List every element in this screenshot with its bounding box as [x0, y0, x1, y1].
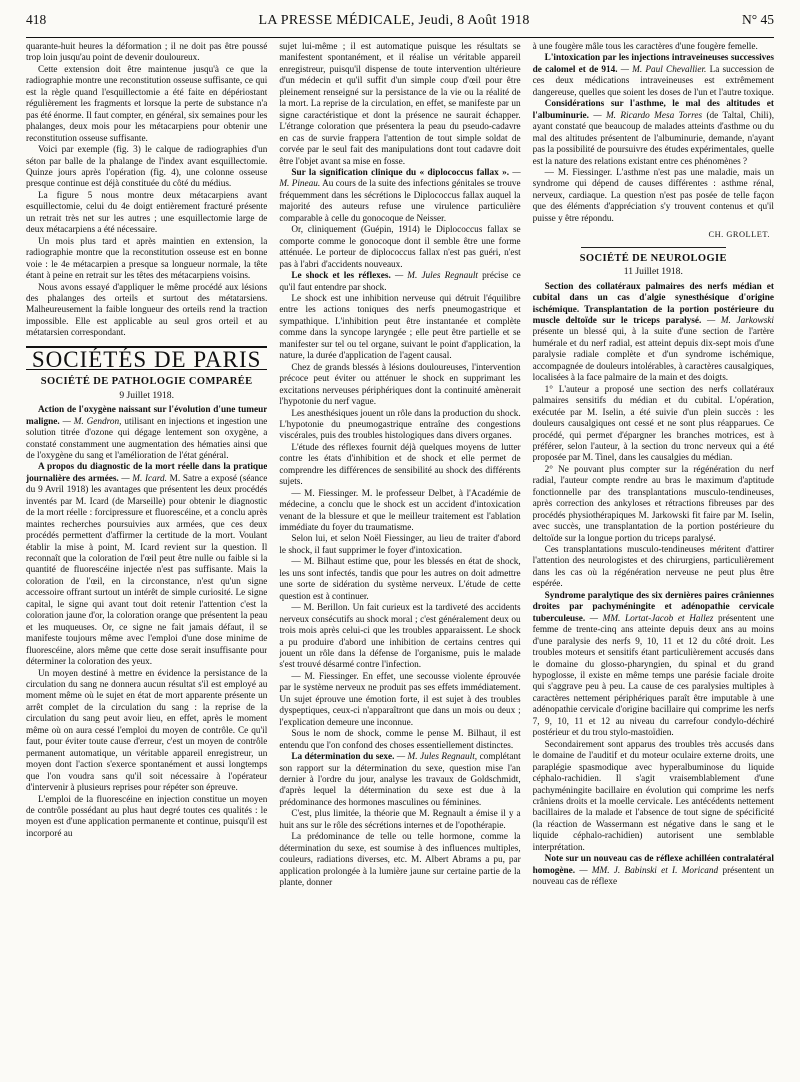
paragraph: Les anesthésiques jouent un rôle dans la production du shock. L'hypotonie du pneumogastrique entraîne des congestions viscérales, puis des troubles histologiques dans divers organes. — [279, 408, 521, 442]
paragraph: — M. Berillon. Un fait curieux est la tardiveté des accidents nerveux consécutifs au shock moral ; c'est généralement deux ou trois mois après celui-ci que les troubles apparaissent. Le shock a pu produire d'abord une inhibition de certains centres qui jouent un rôle dans la défense de l'organisme, puis le malade s'est trouvé désarmé contre l'infection. — [279, 603, 521, 671]
article-body: utilisant en injections et ingestion une solution titrée d'ozone qui dégage lentement son oxygène, a constaté constamment une augmentation des hématies ainsi que de l'oxygène du sang et l'amélioration de l'état général. — [26, 416, 268, 461]
article-author: — M. Ricardo Mesa Torres — [593, 110, 703, 121]
journal-title: LA PRESSE MÉDICALE, Jeudi, 8 Août 1918 — [258, 13, 530, 28]
page-header — [26, 12, 774, 34]
paragraph: sujet lui-même ; il est automatique puisque les résultats se manifestent spontanément, et il réalise un véritable appareil enregistreur, puisqu'il dispense de toute intervention ultérieure d'un médecin et qu'il suffit d'un simple coup d'œil pour être pleinement renseigné sur la persistance de la vie ou la réalité de la mort. La reprise de la circulation, en effet, se manifeste par un signe caractéristique et dont la présence ne saurait échapper. L'étrange coloration que présentera la peau du pseudo-cadavre en cas de survie frappera l'attention de tout simple soldat de corvée par le seul fait des manipulations dont tout cadavre doit être l'objet avant sa mise en fosse. — [279, 42, 521, 167]
session-date: 11 Juillet 1918. — [623, 266, 683, 278]
article-title: Note sur un nouveau cas de réflexe achilléen contralatéral homogène. — [532, 854, 774, 876]
paragraph: — M. Fiessinger. M. le professeur Delbet, à l'Académie de médecine, a conclu que le shock est un accident d'intoxication venant de la blessure et que le meilleur traitement est l'ablation immédiate du foyer du traumatisme. — [279, 488, 521, 534]
paragraph: La figure 5 nous montre deux métacarpiens avant esquillectomie, celui du 4e doigt entièrement fracturé présente un retrait très net sur les autres ; une esquillectomie large de deux métacarpiens a été nécessaire. — [26, 190, 268, 236]
paragraph: La prédominance de telle ou telle hormone, comme la détermination du sexe, est soumise à des influences multiples, couleurs, radiations diverses, etc. M. Albert Abrams a pu, par application prolongée à la lumière jaune sur certaine partie de la plante, donner — [279, 832, 521, 889]
paragraph: Cette extension doit être maintenue jusqu'à ce que la radiographie montre une reconstitution osseuse suffisante, ce qui est la règle quand l'esquillectomie a été faite en dépériostant régulièrement les fragments et lorsque la perte de substance n'a pas été énorme. Il faut compter, en général, six semaines pour les phalanges, deux mois pour les métacarpiens pour obtenir une reconstitution osseuse suffisante. — [26, 64, 268, 144]
article-body: M. Satre a exposé (séance du 9 Avril 1918) les avantages que présentent les deux procédés inventés par M. Icard (de Marseille) pour obtenir le diagnostic de la mort réelle : forcipressure et fluorescéine, et a conclu après maintes recherches poursuivies aux armées, que ces deux procédés permettent d'affirmer la certitude de la mort. Voulant établir la mise à point, M. Icard revient sur la question. Il reconnaît que la coloration de l'œil peut être nulle ou faible si la quantité de fluorescéine injectée n'est pas suffisante. Mais la coloration de l'œil, en la circonstance, n'est qu'un signe accessoire offrant surtout un intérêt de simple curiosité. Le signe capital, le signe qui avant tout doit retenir l'attention c'est la coloration jaune d'or, la coloration orange que présentent la peau et les muqueuses. Or, ce signe ne fait jamais défaut, il se manifeste toujours même avec l'emploi d'une dose minime de fluorescéine, alors même que cette dose serait insuffisante pour déterminer la coloration des yeux. — [26, 473, 268, 668]
article — [279, 752, 520, 809]
section-title: SOCIÉTÉS DE PARIS — [26, 346, 267, 370]
society-title: SOCIÉTÉ DE NEUROLOGIE — [579, 252, 727, 264]
paragraph: Voici par exemple (fig. 3) le calque de radiographies d'un séton par balle de la phalange de l'index avant esquillectomie. Quinze jours après l'opération (fig. 4), une colonne osseuse presque continue est déjà constituée du côté du médius. — [26, 145, 268, 190]
paragraph: Selon lui, et selon Noël Fiessinger, au lieu de traiter d'abord le shock, il faut supprimer le foyer d'intoxication. — [279, 534, 521, 556]
article — [279, 271, 520, 294]
paragraph: 2° Ne pouvant plus compter sur la régénération du nerf radial, l'auteur compte rendre au bras le maximum d'aptitude fonctionnelle par des transplantations musculo-tendineuses, après correction des ankyloses et rétractions fibreuses par des procédés physiothérapiques M. Jarkowski fit faire par M. Iselin, avec succès, une transplantation de la portion postérieure du deltoïde sur la longue portion du triceps paralysé. — [532, 464, 774, 544]
article-author: — MM. J. Babinski et I. Moricand — [579, 865, 719, 876]
article-title: Sur la signification clinique du « diplococcus fallax ». — [291, 167, 510, 178]
article-author: — M. Paul Chevallier. — [620, 64, 707, 75]
article-title: L'intoxication par les injections intraveineuses successives de calomel et de 914. — [532, 53, 774, 75]
article — [533, 99, 774, 168]
article-body: La succession de ces deux médications intraveineuses est extrêmement dangereuse, quelles que soient les doses de l'un et l'autre toxique. — [532, 64, 774, 98]
article-body: Au cours de la suite des infections génitales se trouve fréquemment dans les sécrétions le Diplococcus fallax auquel la majorité des auteurs refuse une virulence particulière comparable à celle du gonocoque de Neisser. — [279, 179, 521, 224]
header-rule — [26, 37, 774, 38]
paragraph: Secondairement sont apparus des troubles très accusés dans le domaine de l'auditif et du moteur oculaire externe droits, une paraplégie spasmodique avec hyperalbuminose du liquide céphalo-rachidien. Il s'agit vraisemblablement d'une pachyméningite bacillaire en évolution qui comprime les nerfs crâniens droits et la moelle cervicale. Les antécédents nettement bacillaires de la malade et l'absence de tout signe de spécificité (la réaction de Wassermann est négative dans le sang et le liquide céphalo-rachidien) autorisent une semblable interprétation. — [532, 739, 774, 853]
article-title: Action de l'oxygène naissant sur l'évolution d'une tumeur maligne. — [26, 405, 268, 427]
paragraph: — M. Bilhaut estime que, pour les blessés en état de shock, les uns sont infectés, tandis que pour les autres on doit admettre une sorte de sidération du système nerveux. L'étude de cette question est à continuer. — [279, 557, 521, 602]
article-body: complétant son rapport sur la détermination du sexe, question mise l'an dernier à l'ordre du jour, analyse les travaux de Goldschmidt, d'après lequel la détermination du sexe est due à la prédominance des hormones masculines ou féminines. — [279, 752, 521, 808]
article — [26, 405, 267, 462]
article-author: — M. Jarkowski — [706, 315, 774, 326]
article-author: — M. Icard. — [121, 473, 167, 484]
article-author: — M. Jules Regnault, — [396, 752, 478, 763]
article-title: Section des collatéraux palmaires des nerfs médian et cubital dans un cas d'algie synesthésique d'origine ischémique. Transplantation de la portion postérieure du muscle deltoïde sur le triceps paralysé. — [532, 281, 774, 326]
columns — [26, 42, 774, 1077]
article — [533, 282, 774, 385]
issue-number: N° 45 — [741, 12, 774, 27]
article — [533, 854, 774, 888]
paragraph: L'étude des réflexes fournit déjà quelques moyens de lutter contre les états d'inhibition et de shock et elle permet de comprendre les différences de sensibilité au shock des différents sujets. — [279, 442, 521, 488]
article-body: présente un blessé qui, à la suite d'une section de l'artère humérale et du nerf radial, est atteint depuis dix-sept mois d'une paralysie radiale complète et d'un syndrome ischémique, accompagnée de douleurs intolérables, à caractères causalgiques, localisées à la face palmaire de la main et des doigts. — [532, 327, 774, 384]
signature: CH. GROLLET. — [708, 230, 770, 240]
divider — [581, 247, 726, 248]
article-body: précise ce qu'il faut entendre par shock. — [279, 271, 521, 293]
paragraph: à une fougère mâle tous les caractères d'une fougère femelle. — [532, 42, 758, 52]
society-title: SOCIÉTÉ DE PATHOLOGIE COMPARÉE — [40, 376, 253, 388]
paragraph: Ces transplantations musculo-tendineuses méritent d'attirer l'attention des neurologistes et des chirurgiens, particulièrement dans les cas où la régénération nerveuse ne peut plus être espérée. — [532, 545, 774, 590]
article — [26, 462, 267, 668]
paragraph: — M. Fiessinger. L'asthme n'est pas une maladie, mais un syndrome qui dépend de causes différentes : asthme rénal, nerveux, cardiaque. La question n'est pas posée de telle façon que des éléments d'appréciation s'y trouvent contenus et qu'il puisse y être répondu. — [532, 167, 774, 224]
article-author: — M. Gendron, — [62, 416, 122, 427]
paragraph: Nous avons essayé d'appliquer le même procédé aux lésions des phalanges des orteils et surtout des métatarsiens. Malheureusement la faible longueur des orteils rend la traction impossible. Elle est applicable au seul gros orteil et au métatarsien correspondant. — [26, 282, 268, 339]
article — [533, 591, 774, 740]
article-author: — M. Pineau. — [279, 167, 521, 190]
article-title: La détermination du sexe. — [291, 752, 395, 763]
article-title: A propos du diagnostic de la mort réelle dans la pratique journalière des armées. — [26, 462, 268, 484]
paragraph: 1° L'auteur a proposé une section des nerfs collatéraux palmaires sensitifs du médian et du cubital. L'opération, exécutée par M. Iselin, a été suivie d'un plein succès : les douleurs causalgiques ont cessé et ne sont plus réapparues. Ce procédé, qui permet d'épargner les branches motrices, est à préférer, selon l'auteur, à la section du tronc nerveux qui a été proposée par M. Tinel, dans les causalgies du médian. — [532, 384, 774, 464]
column-2 — [279, 42, 520, 1077]
article-title: Le shock et les réflexes. — [291, 271, 391, 282]
page-number: 418 — [26, 12, 47, 27]
article-title: Syndrome paralytique des six dernières paires crâniennes droites par pachyméningite et adénopathie cervicale tuberculeuse. — [532, 590, 774, 624]
paragraph: Or, cliniquement (Guépin, 1914) le Diplococcus fallax se comporte comme le gonocoque dont il semble être une forme atténuée. Le porteur de diplococcus fallax n'est pas guéri, n'est pas à l'abri d'accidents nouveaux. — [279, 225, 521, 270]
column-1 — [26, 42, 267, 1077]
paragraph: — M. Fiessinger. En effet, une secousse violente éprouvée par le système nerveux ne produit pas ses effets immédiatement. Un sujet éprouve une émotion forte, il est sujet à des troubles dyspeptiques, ceux-ci n'apparaîtront que dans un mois ou deux ; l'explication demeure une inconnue. — [279, 671, 521, 728]
article-body: présentent une femme de trente-cinq ans atteinte depuis deux ans au moins d'une paralysie des nerfs 9, 10, 11 et 12 du côté droit. Les troubles moteurs et sensitifs étant particulièrement accusés dans le domaine du glosso-pharyngien, du spinal et du grand hypoglosse, il existe en même temps une parésie faciale droite qui s'aggrave peu à peu. La cause de ces paralysies multiples à caractères nettement périphériques paraît être imputable à une adénopathie cervicale d'origine bacillaire qui comprime les nerfs 7, 9, 10, 11 et 12 au niveau du carrefour condylo-déchiré postérieur et du trou stylo-mastoïdien. — [532, 613, 774, 739]
paragraph: Un mois plus tard et après maintien en extension, la radiographie montre que la reconstitution osseuse est en bonne voie : le 4e métacarpien a presque sa longueur normale, la tête étant à peine en retrait sur les têtes des métacarpiens voisins. — [26, 236, 268, 282]
article-body: présentent un nouveau cas de réflexe — [532, 865, 774, 888]
paragraph: quarante-huit heures la déformation ; il ne doit pas être poussé trop loin jusqu'au point de devenir douloureux. — [26, 42, 268, 64]
paragraph: Sous le nom de shock, comme le pense M. Bilhaut, il est entendu que l'on confond des choses essentiellement distinctes. — [279, 729, 521, 751]
column-3 — [533, 42, 774, 1077]
article-author: — MM. Lortat-Jacob et Hallez — [589, 613, 714, 624]
article-title: Considérations sur l'asthme, le mal des altitudes et l'albuminurie. — [532, 99, 774, 121]
article-body: (de Taltal, Chili), ayant constaté que beaucoup de malades atteints d'asthme ou du mal des altitudes présentent de l'albuminurie, demande, n'ayant pas la possibilité de poursuivre des études expérimentales, quelle est la nature des relations existant entre ces phénomènes ? — [532, 110, 774, 167]
article — [533, 53, 774, 99]
paragraph: Le shock est une inhibition nerveuse qui détruit l'équilibre entre les actions toniques des nerfs pneumogastrique et sympathique. L'inhibition peut être instantanée et complète comme dans la syncope laryngée ; elle peut être partielle et se manifester sur tel ou tel organe, suivant le point d'application, la nature, la durée d'application de l'agent causal. — [279, 293, 521, 362]
paragraph: Un moyen destiné à mettre en évidence la persistance de la circulation du sang ne donnera aucun résultat s'il est employé au moment même où le sujet en état de mort apparente présente un arrêt complet de la circulation du sang : la reprise de la circulation du sang peut avoir lieu, en effet, après le moment même où on aura cessé l'emploi du moyen de contrôle. Ce qu'il faut, pour éviter toute cause d'erreur, c'est un moyen de contrôle permanent automatique, un véritable appareil enregistreur, un moyen dont l'action s'exerce spontanément et aussi longtemps que l'on voudra sans qu'il soit nécessaire à l'opérateur d'intervenir à plusieurs reprises pour répéter son épreuve. — [26, 668, 268, 794]
paragraph: Chez de grands blessés à lésions douloureuses, l'intervention précoce peut éviter ou atténuer le shock en supprimant les excitations nerveuses périphériques dont la continuité amènerait l'hypotonie du nerf vague. — [279, 362, 521, 408]
paragraph: L'emploi de la fluorescéine en injection constitue un moyen de contrôle possédant au plus haut degré toutes ces qualités : le moyen est d'une application permanente et continue, puisqu'il est incorporé au — [26, 794, 268, 839]
article — [279, 168, 520, 225]
session-date: 9 Juillet 1918. — [119, 389, 174, 401]
paragraph: C'est, plus limitée, la théorie que M. Regnault a émise il y a huit ans sur le rôle des sécrétions internes et de l'opothérapie. — [279, 809, 521, 831]
article-author: — M. Jules Regnault — [394, 271, 478, 282]
